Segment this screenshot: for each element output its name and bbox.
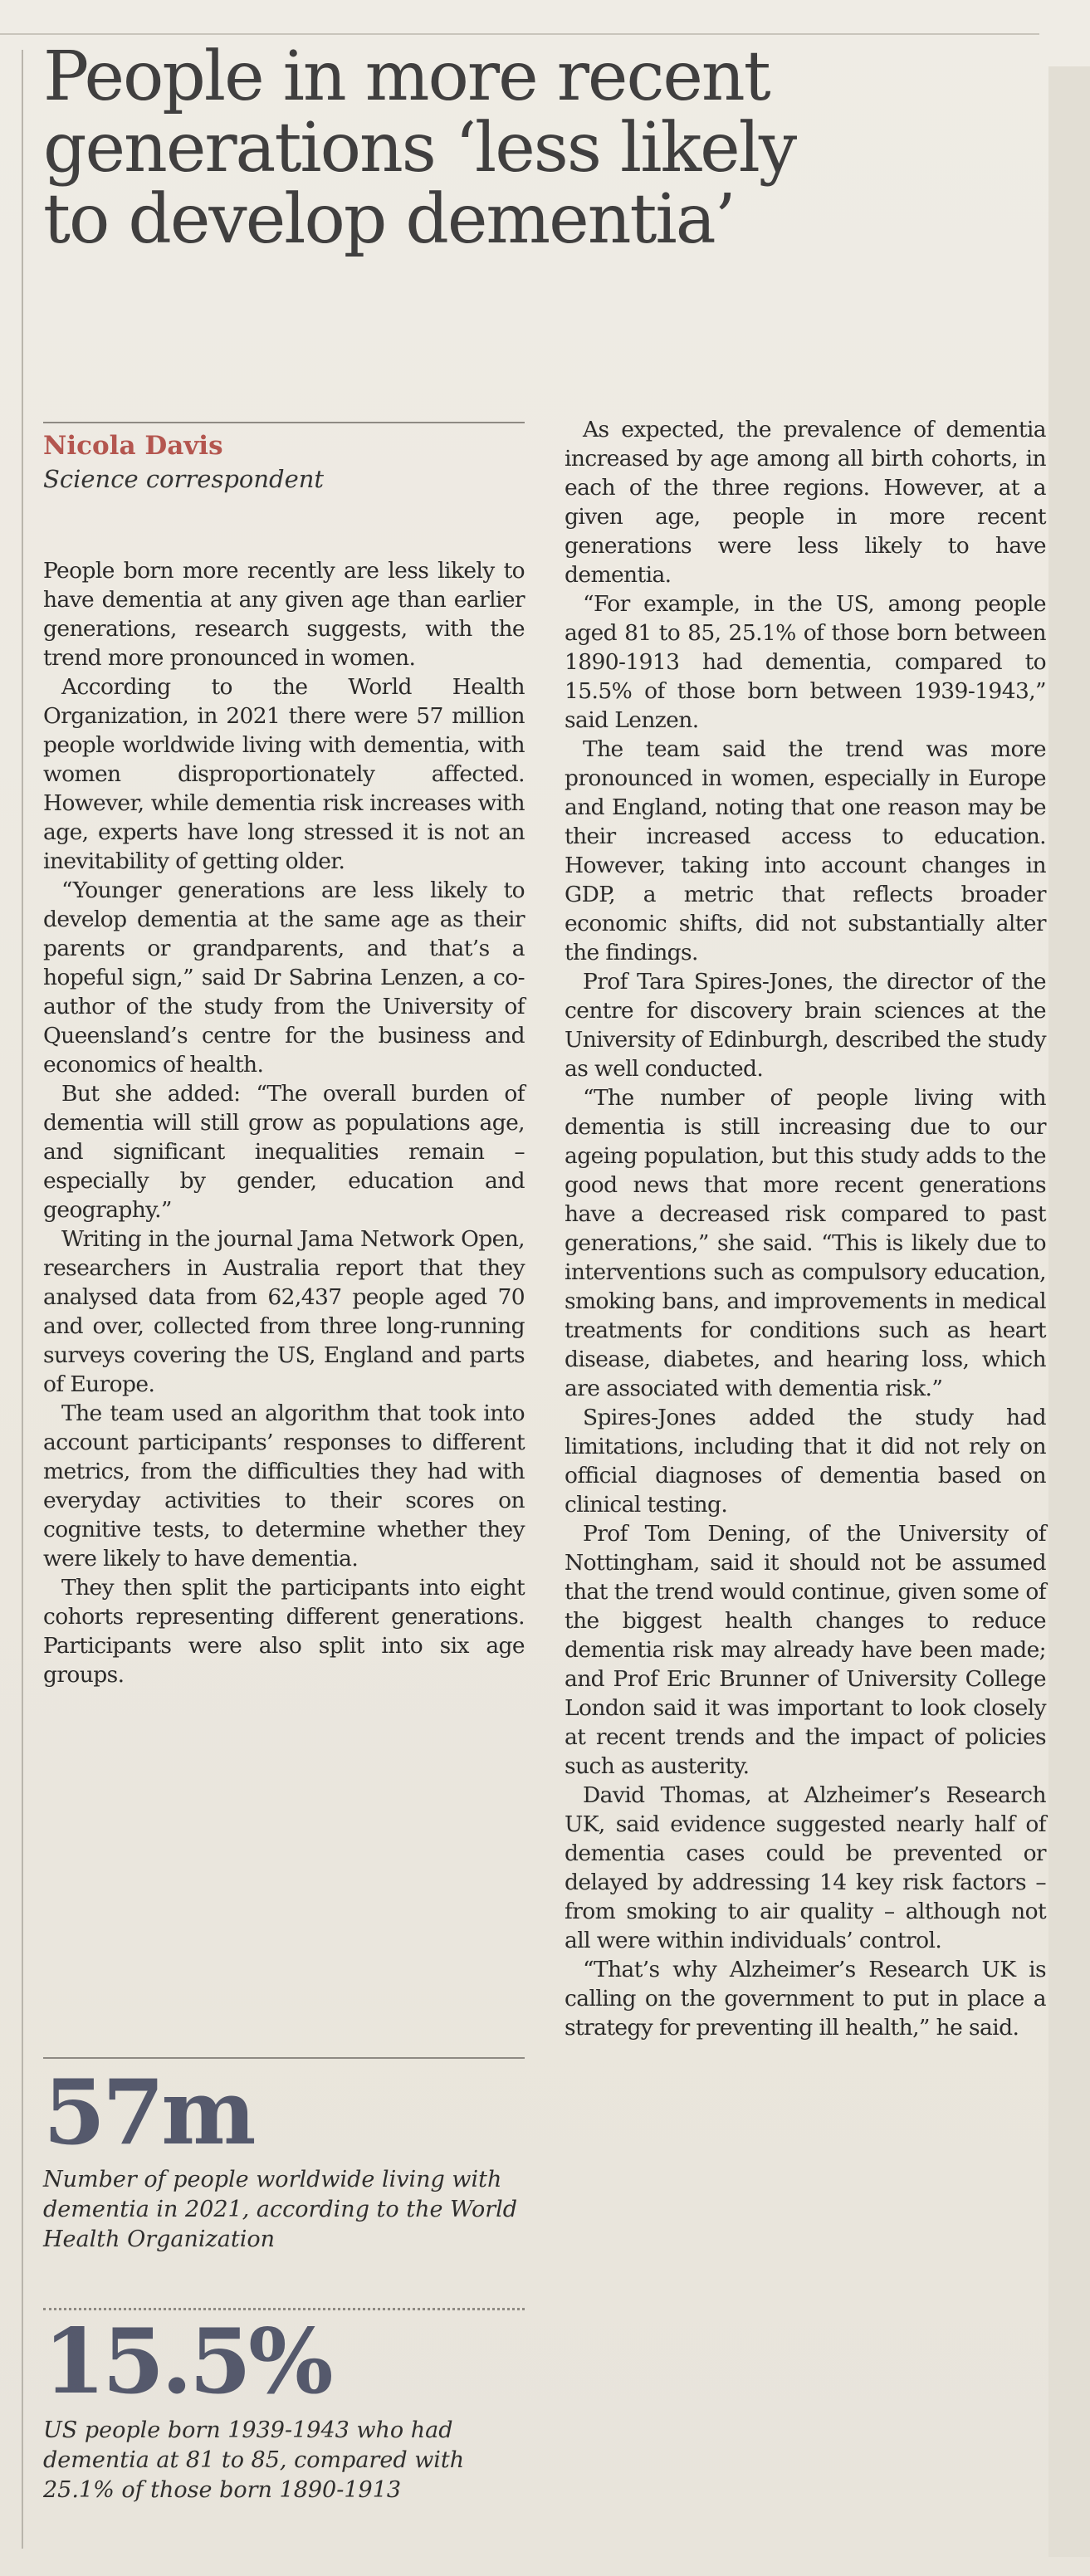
paragraph: But she added: “The overall burden of dementia will still grow as populations age, and significant inequalities remain – especially by gender, education and geography.” xyxy=(43,1081,525,1223)
stat-caption: Number of people worldwide living with dementia in 2021, according to the World Health Organization xyxy=(43,2167,518,2252)
paragraph: People born more recently are less likely to have dementia at any given age than earlier generations, research suggests, with the trend more pronounced in women. xyxy=(43,558,525,671)
paragraph: Spires-Jones added the study had limitations, including that it did not rely on official diagnoses of dementia based on clinical testing. xyxy=(565,1405,1046,1518)
column-rule xyxy=(22,50,23,2549)
headline-line: to develop dementia’ xyxy=(43,180,735,259)
author-name: Nicola Davis xyxy=(43,431,223,461)
adjacent-page-edge xyxy=(1048,66,1090,2557)
byline xyxy=(43,429,525,496)
paragraph: Prof Tom Dening, of the University of Nottingham, said it should not be assumed that the trend would continue, given some of the biggest health changes to reduce dementia risk may already have been made; and Prof Eric Brunner of University College London said it was important to look closely at recent trends and the impact of policies such as austerity. xyxy=(565,1521,1046,1779)
author-role: Science correspondent xyxy=(43,465,325,493)
paragraph: As expected, the prevalence of dementia increased by age among all birth cohorts, in each of the three regions. However, at a given age, people in more recent generations were less likely to have dementia. xyxy=(565,417,1046,588)
byline-rule xyxy=(43,422,525,423)
paragraph: “Younger generations are less likely to develop dementia at the same age as their parents or grandparents, and that’s a hopeful sign,” said Dr Sabrina Lenzen, a co-author of the study from the University of Queensland’s centre for the business and economics of health. xyxy=(43,877,525,1078)
headline-line: generations ‘less likely xyxy=(43,109,796,188)
headline-line: People in more recent xyxy=(43,37,770,116)
paragraph: David Thomas, at Alzheimer’s Research UK, said evidence suggested nearly half of dementia cases could be prevented or delayed by addressing 14 key risk factors – from smoking to air quality – although not all were within individuals’ control. xyxy=(565,1782,1046,1953)
paragraph: According to the World Health Organization, in 2021 there were 57 million people worldwide living with dementia, with women disproportionately affected. However, while dementia risk increases with age, experts have long stressed it is not an inevitability of getting older. xyxy=(43,674,525,874)
stat-value-57m: 57m xyxy=(43,2060,253,2165)
paragraph: The team said the trend was more pronounced in women, especially in Europe and England, noting that one reason may be their increased access to education. However, taking into account changes in GDP, a metric that reflects broader economic shifts, did not substantially alter the findings. xyxy=(565,736,1046,965)
paragraph: “The number of people living with dementia is still increasing due to our ageing population, but this study adds to the good news that more recent generations have a decreased risk compared to past generations,” she said. “This is likely due to interventions such as compulsory education, smoking bans, and improvements in medical treatments for conditions such as heart disease, diabetes, and hearing loss, which are associated with dementia risk.” xyxy=(565,1085,1046,1401)
top-rule xyxy=(0,33,1039,35)
paragraph: “That’s why Alzheimer’s Research UK is calling on the government to put in place a strategy for preventing ill health,” he said. xyxy=(565,1957,1046,2041)
paragraph: The team used an algorithm that took into account participants’ responses to different metrics, from the difficulties they had with everyday activities to their scores on cognitive tests, to determine whether they were likely to have dementia. xyxy=(43,1400,525,1572)
stat-caption: US people born 1939-1943 who had dementia at 81 to 85, compared with 25.1% of those born 1890-1913 xyxy=(43,2417,465,2503)
body-column-1 xyxy=(43,556,525,1689)
paragraph: “For example, in the US, among people aged 81 to 85, 25.1% of those born between 1890-1913 had dementia, compared to 15.5% of those born between 1939-1943,” said Lenzen. xyxy=(565,591,1046,733)
paragraph: Writing in the journal Jama Network Open, researchers in Australia report that they analysed data from 62,437 people aged 70 and over, collected from three long-running surveys covering the US, England and parts of Europe. xyxy=(43,1226,525,1397)
paragraph: Prof Tara Spires-Jones, the director of the centre for discovery brain sciences at the University of Edinburgh, described the study as well conducted. xyxy=(565,969,1046,1082)
body-column-2 xyxy=(565,415,1046,2042)
stat-value-15-5-percent: 15.5% xyxy=(43,2310,330,2414)
headline xyxy=(43,37,1006,259)
stat-rule xyxy=(43,2057,525,2059)
paragraph: They then split the participants into eight cohorts representing different generations. Participants were also split into six age groups. xyxy=(43,1575,525,1688)
